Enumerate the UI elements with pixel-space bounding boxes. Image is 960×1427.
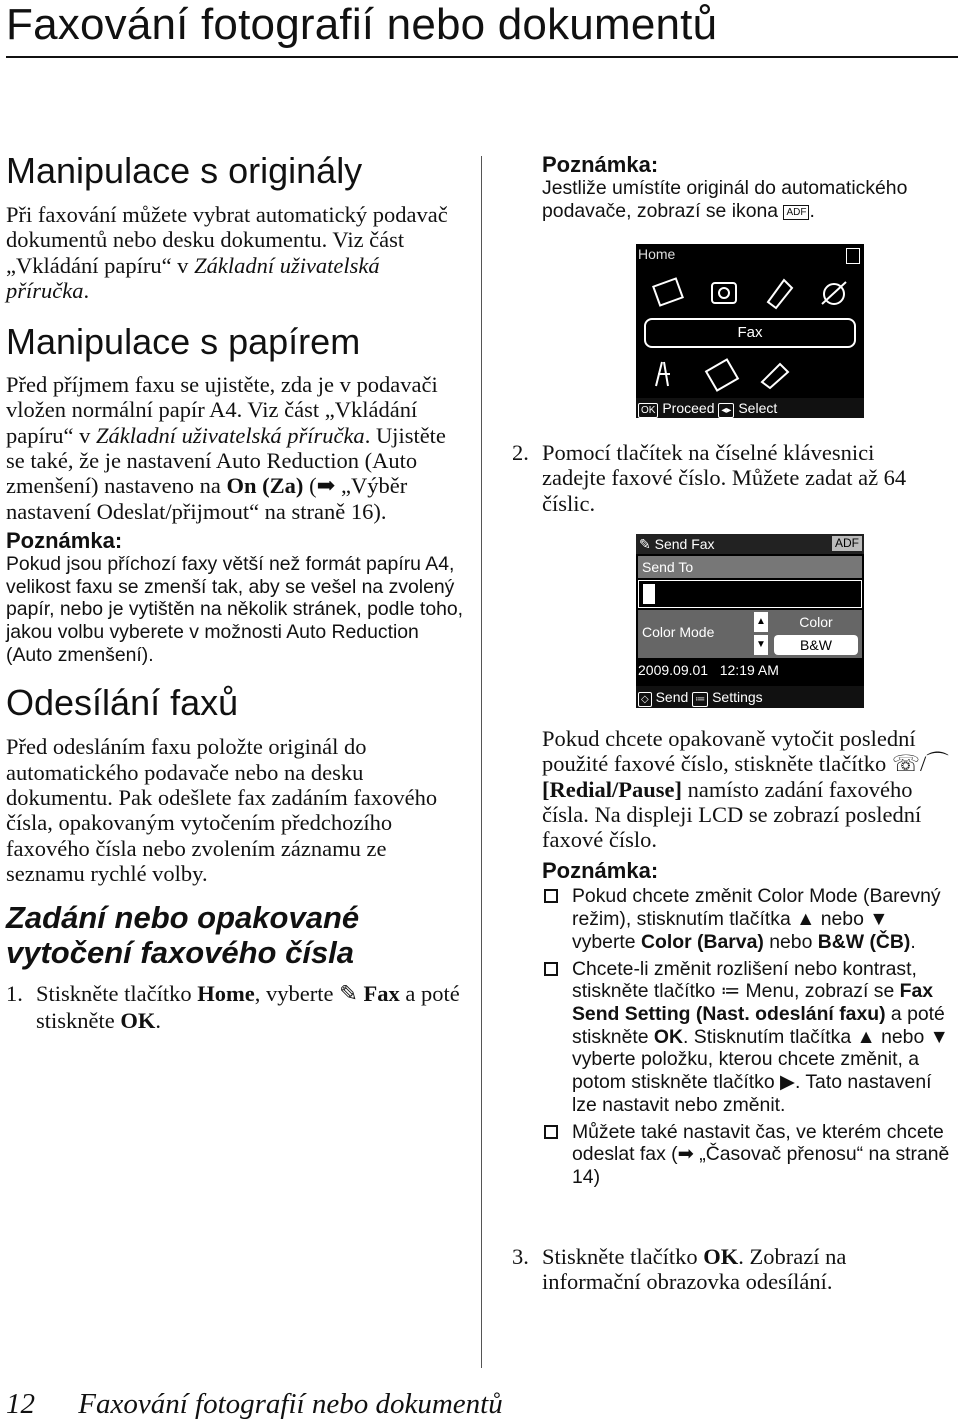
right-lower <box>542 726 956 1189</box>
note-title: Poznámka: <box>6 527 123 553</box>
left-column <box>6 150 466 1034</box>
checkbox-bullet-icon <box>544 962 558 976</box>
menu-key-icon: ≔ <box>692 692 708 707</box>
lcd-fax-tab[interactable]: Fax <box>644 318 856 348</box>
subsection-title: Zadání nebo opakované vytočení faxového čísla <box>6 900 360 971</box>
note-adf-text: Jestliže umístíte originál do automatického podavače, zobrazí se ikona ADF . <box>542 177 908 222</box>
lcd-datetime: 2009.09.01 12:19 AM <box>638 662 779 678</box>
lcd-send-fax-screen <box>636 534 864 708</box>
arrow-icon: ➡ <box>316 473 336 499</box>
home-button-label: Home <box>197 981 255 1007</box>
checkbox-bullet-icon <box>544 1125 558 1139</box>
lcd-scroll-icon <box>846 248 860 264</box>
up-arrow-icon[interactable]: ▲ <box>754 612 768 632</box>
bullet-item: Chcete-li změnit rozlišení nebo kontrast, stiskněte tlačítko ≔ Menu, zobrazí se Fax Send Setting (Nast. odeslání faxu) a poté stiskněte OK. Stisknutím tlačítka ▲ nebo ▼ vyberte položku, kterou chcete změnit, a potom stiskněte tlačítko ▶. Tato nastavení lze nastavit nebo změnit. <box>542 958 956 1117</box>
arrow-icon: ➡ <box>677 1143 694 1166</box>
up-arrow-icon: ▲ <box>796 908 816 931</box>
text-cursor <box>643 584 655 604</box>
home-menu-icons-bottom <box>650 356 810 392</box>
adf-indicator: ADF <box>832 536 862 551</box>
note-text: Pokud jsou příchozí faxy větší než formát papíru A4, velikost faxu se zmenší tak, aby se vešel na zvolený papír, nebo je vytištěn na několik stránek, podle toho, jakou volbu vyberete v možnosti Auto Reduction (Auto zmenšení). <box>6 552 464 666</box>
note-bullets <box>542 885 956 1188</box>
section-title-paper: Manipulace s papírem <box>6 321 361 363</box>
checkbox-bullet-icon <box>544 889 558 903</box>
menu-icon: ≔ <box>720 980 741 1003</box>
paper-text: Před příjmem faxu se ujistěte, zda je v podavači vložen normální papír A4. Viz část „Vkládání papíru“ v Základní uživatelská příručka. Ujistěte se také, že je nastavení Auto Reduction (Auto zmenšení) nastaveno na On (Za) (➡ „Výběr nastavení Odeslat/přijmout“ na straně 16). <box>6 372 446 524</box>
up-arrow-icon: ▲ <box>856 1025 876 1048</box>
section-title-sending: Odesílání faxů <box>6 682 239 724</box>
home-menu-icons-top <box>650 274 856 310</box>
lcd-sendfax-status: ◇ Send ≔ Settings <box>636 686 864 708</box>
lcd-status-bar: OK Proceed ◂▸ Select <box>636 398 864 418</box>
ok-key-icon: OK <box>638 403 658 418</box>
send-to-label: Send To <box>638 556 862 578</box>
note-title: Poznámka: <box>542 858 659 884</box>
redial-icon: ☏/⌒ <box>891 751 949 777</box>
title-rule <box>6 56 958 58</box>
note-title: Poznámka: <box>542 152 659 177</box>
column-divider <box>481 156 482 1368</box>
right-column <box>542 152 956 222</box>
step-1: 1. Stiskněte tlačítko Home, vyberte ✎ Fax a poté stiskněte OK. <box>6 981 460 1034</box>
footer-title: Faxování fotografií nebo dokumentů <box>78 1388 503 1420</box>
send-to-field[interactable] <box>638 580 862 608</box>
page-footer <box>6 1388 503 1421</box>
down-arrow-icon: ▼ <box>869 908 889 931</box>
page-title: Faxování fotografií nebo dokumentů <box>6 0 718 49</box>
color-option[interactable]: Color <box>799 614 833 630</box>
sending-text: Před odesláním faxu položte originál do automatického podavače nebo na desku dokumentu. Pak odešlete fax zadáním faxového čísla, opakovaným vytočením předchozího faxového čísla nebo zvolením záznamu ze seznamu rychlé volby. <box>6 734 438 886</box>
select-key-icon: ◂▸ <box>718 403 734 418</box>
down-arrow-icon: ▼ <box>929 1025 949 1048</box>
originals-text: Při faxování můžete vybrat automatický podavač dokumentů nebo desku dokumentu. Viz část „Vkládání papíru“ v Základní uživatelská příručka. <box>6 202 448 303</box>
lcd-home-screen <box>636 244 864 418</box>
section-title-originals: Manipulace s originály <box>6 150 363 191</box>
start-key-icon: ◇ <box>638 692 652 707</box>
lcd-icon-row-1 <box>650 274 856 310</box>
bw-option[interactable]: B&W <box>774 635 858 655</box>
bullet-item: Pokud chcete změnit Color Mode (Barevný režim), stisknutím tlačítka ▲ nebo ▼ vyberte Color (Barva) nebo B&W (ČB). <box>542 885 956 953</box>
lcd-sendfax-header: ✎ Send Fax ADF <box>636 534 864 554</box>
fax-icon: ✎ <box>339 981 358 1007</box>
bullet-item: Můžete také nastavit čas, ve kterém chcete odeslat fax (➡ „Časovač přenosu“ na straně 14) <box>542 1121 956 1189</box>
adf-icon: ADF <box>783 205 809 220</box>
step-2: 2. Pomocí tlačítek na číselné klávesnici zadejte faxové číslo. Můžete zadat až 64 číslic. <box>512 440 907 516</box>
color-mode-row[interactable]: Color Mode ▲ ▼ Color B&W <box>638 610 862 658</box>
lcd-icon-row-2 <box>650 356 810 392</box>
page-number: 12 <box>6 1388 35 1420</box>
step-3: 3. Stiskněte tlačítko OK. Zobrazí na informační obrazovka odesílání. <box>512 1244 847 1295</box>
redial-text: Pokud chcete opakovaně vytočit poslední použité faxové číslo, stiskněte tlačítko ☏/⌒ [Redial/Pause] namísto zadání faxového čísla. Na displeji LCD se zobrazí poslední faxové číslo. <box>542 726 949 853</box>
lcd-home-title: Home <box>638 246 676 262</box>
right-arrow-icon: ▶ <box>780 1071 795 1094</box>
fax-icon: ✎ <box>639 536 651 552</box>
down-arrow-icon[interactable]: ▼ <box>754 635 768 655</box>
